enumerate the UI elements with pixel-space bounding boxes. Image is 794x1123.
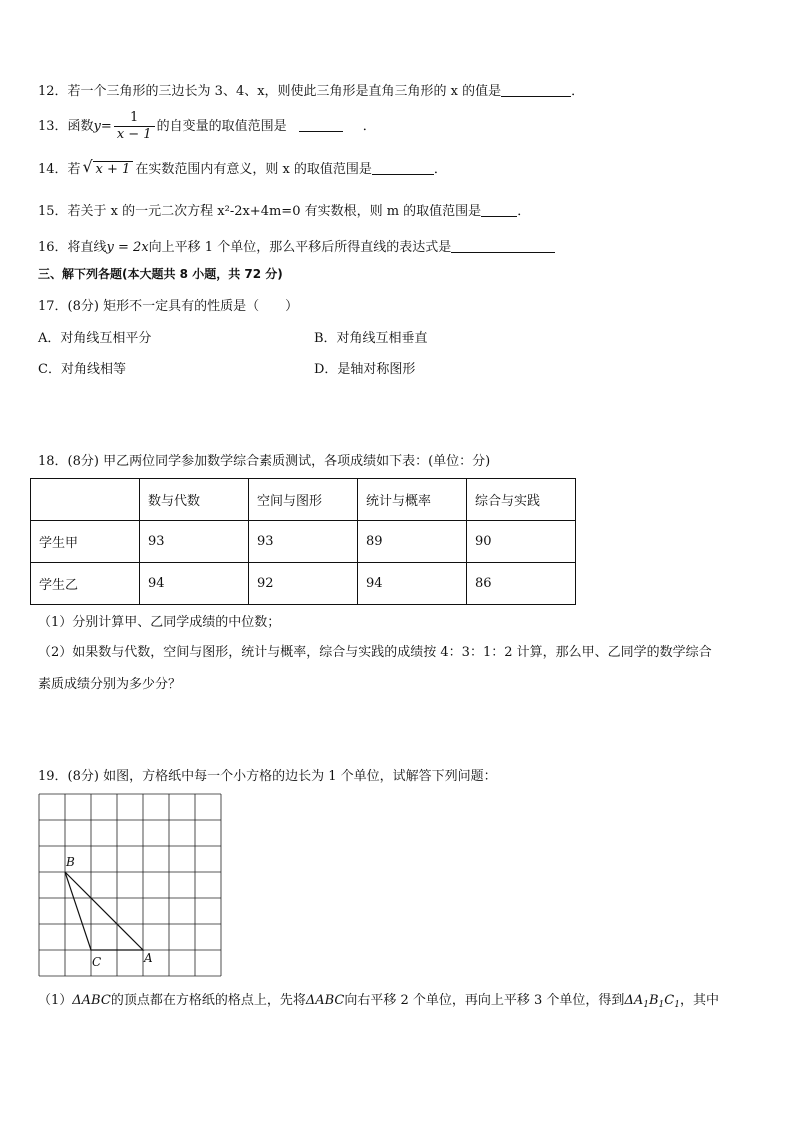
triangle-abc <box>65 872 143 950</box>
q18-sub1: （1）分别计算甲、乙同学成绩的中位数； <box>38 615 281 630</box>
q18-sub2-cont: 素质成绩分别为多少分？ <box>38 677 182 692</box>
q14-answer-blank[interactable] <box>372 160 434 175</box>
question-18: 18．(8分) 甲乙两位同学参加数学综合素质测试，各项成绩如下表：(单位：分) <box>38 454 491 469</box>
q18-sub2: （2）如果数与代数，空间与图形，统计与概率，综合与实践的成绩按 4：3：1：2 计算，那么甲、乙同学的数学综合 <box>38 645 712 660</box>
question-12: 12．若一个三角形的三边长为 3、4、x，则使此三角形是直角三角形的 x 的值是 ． <box>38 84 585 99</box>
q17-option-a[interactable]: A．对角线互相平分 <box>38 331 152 346</box>
question-17: 17．(8分) 矩形不一定具有的性质是（ ） <box>38 299 299 314</box>
q13-answer-blank[interactable] <box>299 117 343 132</box>
grid-figure <box>38 793 222 977</box>
q17-option-c[interactable]: C．对角线相等 <box>38 362 126 377</box>
fraction: $\frac{1}{x - 1}$ <box>114 110 155 143</box>
q12-answer-blank[interactable] <box>501 82 571 97</box>
q19-sub1: （1）ΔABC的顶点都在方格纸的格点上，先将ΔABC向右平移 2 个单位，再向上平移 3 个单位，得到$\Delta A_1B_1C_1$，其中 <box>38 993 719 1010</box>
vertex-label-b: B <box>66 855 75 869</box>
q15-answer-blank[interactable] <box>481 202 517 217</box>
section-title: 三、解下列各题(本大题共 8 小题，共 72 分) <box>38 267 283 281</box>
q12-text: 12．若一个三角形的三边长为 3、4、x，则使此三角形是直角三角形的 x 的值是 <box>38 84 502 99</box>
table-row: 学生乙 94 92 94 86 <box>31 563 576 605</box>
vertex-label-a: A <box>144 951 153 965</box>
q16-answer-blank[interactable] <box>451 238 555 253</box>
question-14: 14．若 √ x + 1 在实数范围内有意义，则 x 的取值范围是 ． <box>38 157 447 177</box>
question-15: 15．若关于 x 的一元二次方程 x²-2x+4m=0 有实数根，则 m 的取值范围是 ． <box>38 204 531 219</box>
table-row: 学生甲 93 93 89 90 <box>31 521 576 563</box>
question-13: 13．函数y= $\frac{1}{x - 1}$ 的自变量的取值范围是 ． <box>38 110 376 142</box>
score-table <box>30 478 576 605</box>
table-header-row: 数与代数 空间与图形 统计与概率 综合与实践 <box>31 479 576 521</box>
question-19: 19．(8分) 如图，方格纸中每一个小方格的边长为 1 个单位，试解答下列问题： <box>38 769 497 784</box>
question-16: 16．将直线y = 2x向上平移 1 个单位，那么平移后所得直线的表达式是 <box>38 238 555 257</box>
triangle-a1b1c1: $\Delta A_1B_1C_1$ <box>624 993 680 1010</box>
q17-option-b[interactable]: B．对角线互相垂直 <box>314 331 428 346</box>
vertex-label-c: C <box>92 955 102 969</box>
q17-option-d[interactable]: D．是轴对称图形 <box>314 362 416 377</box>
square-root: √ x + 1 <box>83 161 134 179</box>
